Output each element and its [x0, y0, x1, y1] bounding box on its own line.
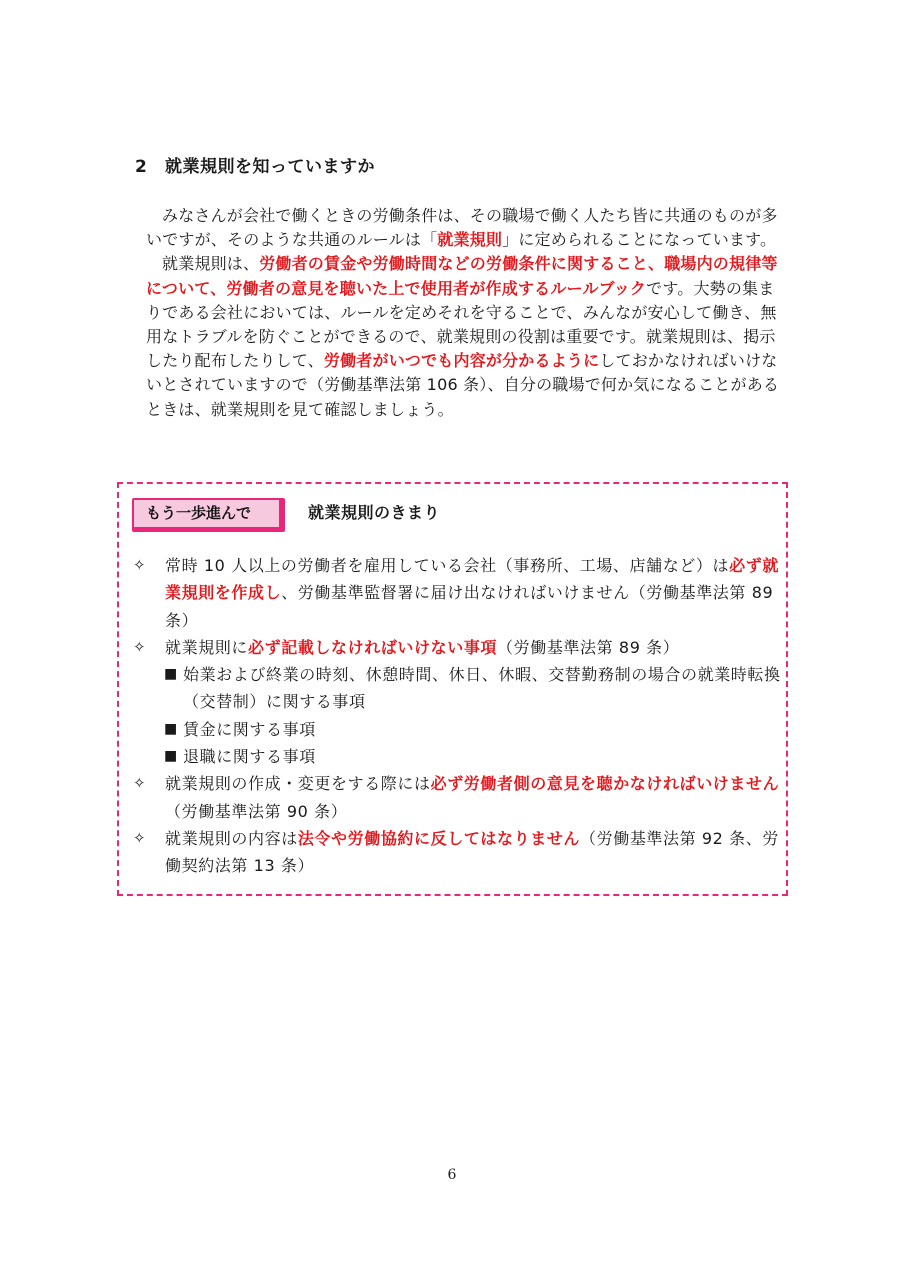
section-heading — [135, 152, 375, 177]
black-square-icon: ■ — [164, 666, 178, 683]
rules-list — [133, 552, 783, 880]
sub-list-item — [133, 716, 783, 743]
step-forward-tab: もう一歩進んで — [132, 498, 285, 532]
black-square-icon: ■ — [164, 720, 178, 737]
item-text-end: （労働基準法第 92 条、労働契約法第 13 条） — [165, 828, 779, 876]
black-square-icon: ■ — [164, 748, 178, 765]
list-item — [133, 825, 783, 880]
sub-item-text: 退職に関する事項 — [183, 747, 316, 767]
intro-p1-highlight: 就業規則 — [437, 230, 503, 250]
intro-paragraph-2 — [146, 252, 786, 421]
diamond-sparkle-icon: ✧ — [133, 828, 147, 847]
item-text-end: 、労働基準監督署に届け出なければいけません（労働基準法第 89 条） — [165, 583, 774, 630]
section-number: 2 — [135, 157, 148, 177]
sub-item-text: 賃金に関する事項 — [183, 719, 316, 739]
intro-p1-text-end: 」に定められることになっています。 — [502, 230, 777, 250]
item-text: 就業規則の内容は — [165, 828, 298, 848]
item-highlight: 必ず記載しなければいけない事項 — [248, 637, 498, 657]
intro-p2-highlight-2: 労働者がいつでも内容が分かるように — [323, 351, 600, 371]
intro-p2-text-end: しておかなければいけないとされていますので（労働基準法第 106 条）、自分の職場で何か気になることがあるときは、就業規則を見て確認しましょう。 — [146, 351, 780, 419]
item-highlight: 法令や労働協約に反してはなりません — [297, 828, 581, 848]
list-item — [133, 552, 783, 634]
item-highlight: 必ず労働者側の意見を聴かなければいけません — [430, 774, 780, 794]
item-highlight: 必ず就業規則を作成し — [165, 556, 779, 603]
box-title: 就業規則のきまり — [308, 503, 441, 522]
intro-p2-text-mid: です。大勢の集まりである会社においては、ルールを定めそれを守ることで、みんなが安心して働き、無用なトラブルを防ぐことができるので、就業規則の役割は重要です。就業規則は、掲示したり配布したりして、 — [146, 278, 777, 371]
item-text-end: （労働基準法第 89 条） — [497, 637, 680, 657]
intro-p2-highlight: 労働者の賃金や労働時間などの労働条件に関すること、職場内の規律等について、労働者の意見を聴いた上で使用者が作成するルールブック — [146, 254, 778, 298]
intro-paragraph-1 — [146, 204, 786, 252]
sub-item-text: 始業および終業の時刻、休憩時間、休日、休暇、交替勤務制の場合の就業時転換（交替制）に関する事項 — [183, 665, 781, 712]
sub-list-item — [133, 743, 783, 770]
page-number: 6 — [447, 1167, 457, 1183]
list-item — [133, 634, 783, 661]
diamond-sparkle-icon: ✧ — [133, 637, 147, 656]
rules-box — [117, 482, 788, 896]
item-text-end: （労働基準法第 90 条） — [165, 801, 348, 821]
intro-text — [146, 204, 786, 422]
sub-list-item — [133, 661, 783, 716]
list-item — [133, 770, 783, 825]
section-title: 就業規則を知っていますか — [165, 157, 375, 177]
item-text: 常時 10 人以上の労働者を雇用している会社（事務所、工場、店舗など）は — [165, 556, 730, 575]
diamond-sparkle-icon: ✧ — [133, 556, 147, 574]
intro-p2-text: 就業規則は、 — [162, 254, 260, 274]
item-text: 就業規則に — [165, 637, 249, 657]
item-text: 就業規則の作成・変更をする際には — [165, 774, 431, 794]
diamond-sparkle-icon: ✧ — [133, 774, 147, 793]
intro-p1-text: みなさんが会社で働くときの労働条件は、その職場で働く人たち皆に共通のものが多いですが、そのような共通のルールは「 — [146, 206, 778, 250]
